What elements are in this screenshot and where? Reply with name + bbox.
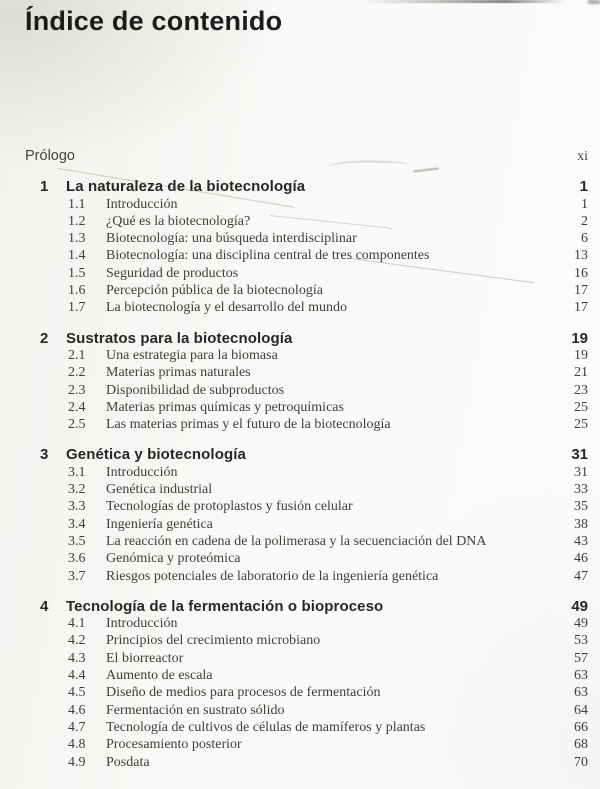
section-page-number: 13 bbox=[574, 248, 588, 264]
section-number: 4.7 bbox=[68, 719, 86, 735]
section-title: Seguridad de productos bbox=[106, 265, 239, 281]
chapter-block bbox=[0, 330, 600, 434]
toc-entry-row bbox=[0, 667, 600, 684]
section-number: 4.4 bbox=[68, 668, 86, 684]
section-page-number: 63 bbox=[574, 685, 588, 701]
section-number: 1.7 bbox=[68, 300, 86, 316]
section-number: 1.1 bbox=[68, 196, 86, 212]
toc-entry-row bbox=[0, 299, 600, 316]
section-page-number: 35 bbox=[574, 499, 588, 515]
section-page-number: 38 bbox=[574, 516, 588, 532]
section-page-number: 16 bbox=[574, 265, 588, 281]
section-page-number: 23 bbox=[574, 382, 588, 398]
section-title: Disponibilidad de subproductos bbox=[106, 382, 285, 398]
toc-entry-row bbox=[0, 702, 600, 719]
chapter-title: Genética y biotecnología bbox=[66, 446, 246, 464]
section-title: Materias primas químicas y petroquímicas bbox=[106, 399, 344, 415]
prologue-row bbox=[0, 148, 600, 165]
toc-entry-row bbox=[0, 684, 600, 701]
section-number: 1.5 bbox=[68, 265, 86, 281]
section-page-number: 21 bbox=[574, 365, 588, 381]
section-number: 4.8 bbox=[68, 737, 86, 753]
chapter-number: 1 bbox=[40, 178, 49, 196]
toc-entry-row bbox=[0, 265, 600, 282]
section-page-number: 25 bbox=[574, 399, 588, 415]
section-page-number: 68 bbox=[574, 737, 588, 753]
section-page-number: 2 bbox=[581, 213, 588, 229]
toc-entry-row bbox=[0, 516, 600, 533]
toc-entry-row bbox=[0, 533, 600, 550]
toc-entry-row bbox=[0, 382, 600, 399]
section-page-number: 6 bbox=[581, 231, 588, 247]
section-page-number: 17 bbox=[574, 283, 588, 299]
section-title: ¿Qué es la biotecnología? bbox=[106, 213, 251, 229]
section-title: Una estrategia para la biomasa bbox=[106, 347, 278, 363]
section-number: 3.5 bbox=[68, 533, 86, 549]
section-number: 1.2 bbox=[68, 213, 86, 229]
toc-entry-row bbox=[0, 196, 600, 213]
section-number: 2.3 bbox=[68, 382, 86, 398]
section-number: 1.4 bbox=[68, 248, 86, 264]
section-title: La reacción en cadena de la polimerasa y la secuenciación del DNA bbox=[106, 533, 487, 549]
section-title: Principios del crecimiento microbiano bbox=[106, 633, 321, 649]
prologue-page-number: xi bbox=[577, 149, 588, 164]
chapter-block bbox=[0, 446, 600, 584]
section-page-number: 25 bbox=[574, 417, 588, 433]
chapter-heading-row bbox=[0, 330, 600, 347]
section-page-number: 64 bbox=[574, 702, 588, 718]
section-title: Ingeniería genética bbox=[106, 516, 213, 532]
prologue-label: Prólogo bbox=[25, 148, 75, 164]
section-number: 2.2 bbox=[68, 365, 86, 381]
chapter-heading-row bbox=[0, 598, 600, 615]
section-title: Introducción bbox=[106, 196, 178, 212]
section-page-number: 43 bbox=[574, 533, 588, 549]
section-page-number: 49 bbox=[574, 616, 588, 632]
section-title: Genética industrial bbox=[106, 482, 213, 498]
section-page-number: 17 bbox=[574, 300, 588, 316]
chapter-title: Sustratos para la biotecnología bbox=[66, 329, 293, 347]
toc-entry-row bbox=[0, 498, 600, 515]
section-list bbox=[0, 347, 600, 433]
toc-entry-row bbox=[0, 481, 600, 498]
section-title: Biotecnología: una disciplina central de tres componentes bbox=[106, 248, 430, 264]
section-title: Percepción pública de la biotecnología bbox=[106, 283, 323, 299]
toc-entry-row bbox=[0, 282, 600, 299]
section-page-number: 63 bbox=[574, 668, 588, 684]
section-title: Diseño de medios para procesos de fermentación bbox=[106, 685, 381, 701]
section-number: 3.4 bbox=[68, 516, 86, 532]
section-title: Las materias primas y el futuro de la biotecnología bbox=[106, 417, 391, 433]
chapter-title: La naturaleza de la biotecnología bbox=[66, 178, 306, 196]
section-title: Genómica y proteómica bbox=[106, 551, 241, 567]
section-title: Tecnologías de protoplastos y fusión celular bbox=[106, 499, 353, 515]
section-title: Materias primas naturales bbox=[106, 365, 251, 381]
section-page-number: 33 bbox=[574, 482, 588, 498]
chapter-block bbox=[0, 178, 600, 316]
section-title: Posdata bbox=[106, 754, 150, 770]
section-page-number: 53 bbox=[574, 633, 588, 649]
chapter-page-number: 19 bbox=[571, 329, 588, 347]
chapter-page-number: 1 bbox=[579, 178, 588, 196]
section-number: 2.4 bbox=[68, 399, 86, 415]
section-page-number: 1 bbox=[581, 196, 588, 212]
section-title: Tecnología de cultivos de células de mamíferos y plantas bbox=[106, 719, 426, 735]
chapter-heading-row bbox=[0, 178, 600, 195]
toc-entry-row bbox=[0, 550, 600, 567]
section-title: Aumento de escala bbox=[106, 668, 213, 684]
toc-entry-row bbox=[0, 247, 600, 264]
section-number: 4.2 bbox=[68, 633, 86, 649]
section-title: Riesgos potenciales de laboratorio de la ingeniería genética bbox=[106, 568, 439, 584]
toc-entry-row bbox=[0, 364, 600, 381]
scan-smudge-top-right-corner bbox=[588, 0, 600, 4]
section-number: 3.2 bbox=[68, 482, 86, 498]
page-title: Índice de contenido bbox=[25, 6, 283, 36]
section-number: 4.1 bbox=[68, 616, 86, 632]
chapter-number: 2 bbox=[40, 329, 49, 347]
section-title: El biorreactor bbox=[106, 650, 184, 666]
toc-entry-row bbox=[0, 568, 600, 585]
toc-entry-row bbox=[0, 399, 600, 416]
section-page-number: 46 bbox=[574, 551, 588, 567]
section-number: 3.6 bbox=[68, 551, 86, 567]
section-number: 2.1 bbox=[68, 347, 86, 363]
section-number: 4.6 bbox=[68, 702, 86, 718]
toc-entry-row bbox=[0, 736, 600, 753]
chapter-page-number: 49 bbox=[571, 597, 588, 615]
toc-entry-row bbox=[0, 632, 600, 649]
section-list bbox=[0, 464, 600, 585]
chapter-heading-row bbox=[0, 446, 600, 463]
section-number: 3.7 bbox=[68, 568, 86, 584]
section-title: La biotecnología y el desarrollo del mundo bbox=[106, 300, 348, 316]
section-number: 4.9 bbox=[68, 754, 86, 770]
section-page-number: 19 bbox=[574, 347, 588, 363]
section-page-number: 70 bbox=[574, 754, 588, 770]
section-title: Biotecnología: una búsqueda interdisciplinar bbox=[106, 231, 357, 247]
chapter-title: Tecnología de la fermentación o bioproceso bbox=[66, 597, 384, 615]
section-page-number: 57 bbox=[574, 650, 588, 666]
toc-entry-row bbox=[0, 615, 600, 632]
toc-entry-row bbox=[0, 416, 600, 433]
section-number: 1.3 bbox=[68, 231, 86, 247]
chapter-number: 4 bbox=[40, 597, 49, 615]
chapter-block bbox=[0, 598, 600, 771]
section-title: Fermentación en sustrato sólido bbox=[106, 702, 285, 718]
chapter-number: 3 bbox=[40, 446, 49, 464]
toc-entry-row bbox=[0, 464, 600, 481]
section-list bbox=[0, 615, 600, 771]
section-number: 4.5 bbox=[68, 685, 86, 701]
section-page-number: 47 bbox=[574, 568, 588, 584]
chapter-list bbox=[0, 178, 600, 771]
section-page-number: 31 bbox=[574, 464, 588, 480]
toc-entry-row bbox=[0, 719, 600, 736]
section-number: 2.5 bbox=[68, 417, 86, 433]
section-title: Procesamiento posterior bbox=[106, 737, 242, 753]
section-list bbox=[0, 196, 600, 317]
section-title: Introducción bbox=[106, 616, 178, 632]
table-of-contents bbox=[0, 148, 600, 771]
toc-entry-row bbox=[0, 650, 600, 667]
toc-entry-row bbox=[0, 347, 600, 364]
toc-entry-row bbox=[0, 754, 600, 771]
section-number: 1.6 bbox=[68, 283, 86, 299]
scan-smudge-top-edge bbox=[362, 0, 567, 3]
section-number: 4.3 bbox=[68, 650, 86, 666]
chapter-page-number: 31 bbox=[571, 446, 588, 464]
section-number: 3.1 bbox=[68, 464, 86, 480]
toc-entry-row bbox=[0, 213, 600, 230]
section-title: Introducción bbox=[106, 464, 178, 480]
toc-entry-row bbox=[0, 230, 600, 247]
section-page-number: 66 bbox=[574, 719, 588, 735]
section-number: 3.3 bbox=[68, 499, 86, 515]
